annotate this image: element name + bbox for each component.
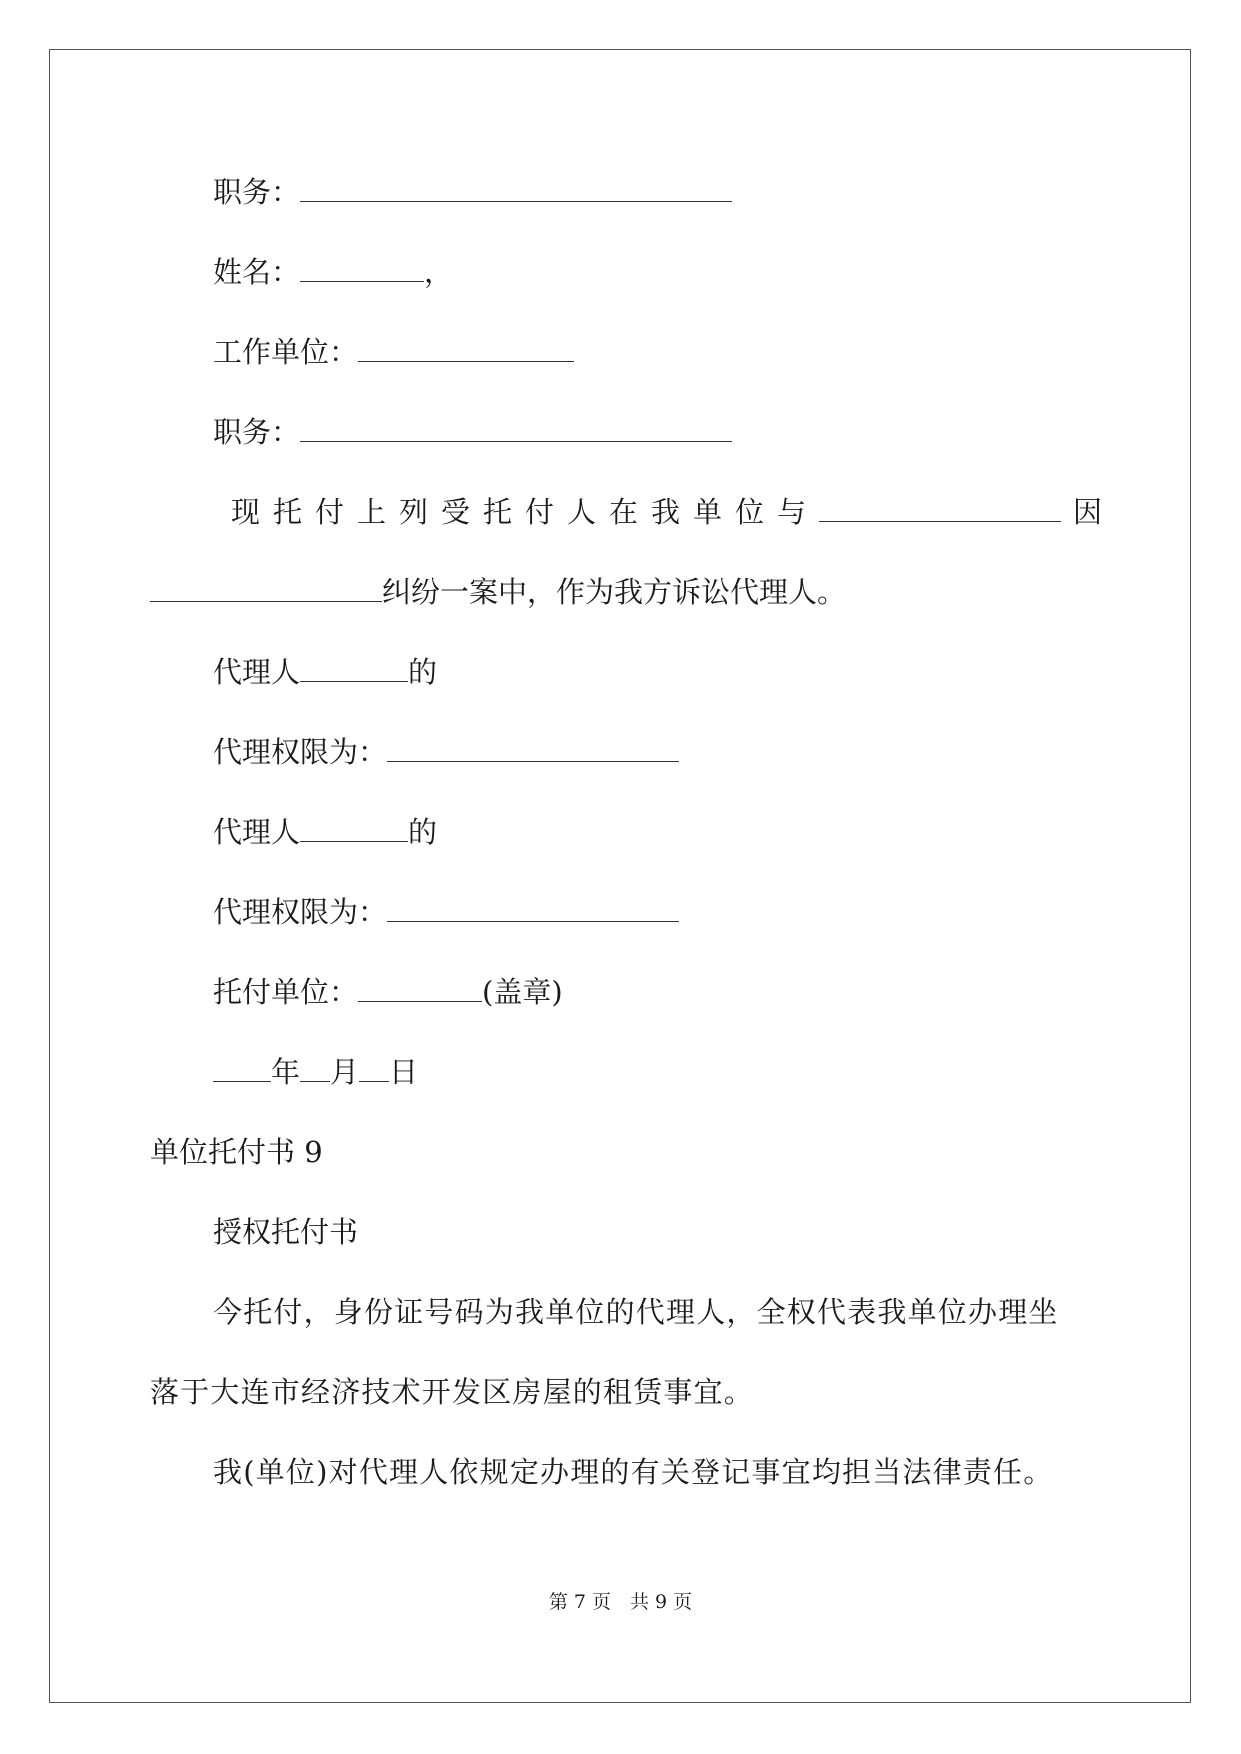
entrusting-unit-line: [213, 972, 563, 1012]
name-field: [213, 252, 453, 292]
year-blank[interactable]: [213, 1053, 271, 1082]
agent-suffix-2: 的: [408, 815, 438, 849]
section-heading: 单位托付书 9: [150, 1135, 323, 1169]
dispute-text: 纠纷一案中，作为我方诉讼代理人。: [382, 575, 847, 609]
entrust-text: 现托付上列受托付人在我单位与: [231, 495, 820, 529]
seal-text: (盖章): [482, 975, 563, 1009]
month-label: 月: [330, 1055, 360, 1089]
position-label-2: 职务：: [213, 415, 301, 449]
workplace-blank[interactable]: [358, 333, 574, 362]
name-blank[interactable]: [300, 253, 424, 282]
position-label: 职务：: [213, 175, 301, 209]
doc-title: 授权托付书: [213, 1215, 359, 1249]
agent-blank-2[interactable]: [300, 813, 408, 842]
entrusting-unit-blank[interactable]: [358, 973, 482, 1002]
authority-line-1: [213, 732, 679, 772]
position-blank[interactable]: [300, 173, 732, 202]
liability-statement: 我(单位)对代理人依规定办理的有关登记事宜均担当法律责任。: [213, 1455, 1054, 1489]
entrust-sentence-line2: [150, 572, 846, 612]
dispute-blank[interactable]: [150, 573, 382, 602]
agent-line-2: [213, 812, 437, 852]
entrusting-unit-label: 托付单位：: [213, 975, 359, 1009]
agent-label-1: 代理人: [213, 655, 301, 689]
authority-label-2: 代理权限为：: [213, 895, 388, 929]
authority-line-2: [213, 892, 679, 932]
authority-blank-1[interactable]: [387, 733, 679, 762]
agent-line-1: [213, 652, 437, 692]
agent-blank-1[interactable]: [300, 653, 408, 682]
comma: ，: [424, 255, 454, 289]
position-blank-2[interactable]: [300, 413, 732, 442]
authority-blank-2[interactable]: [387, 893, 679, 922]
position-field: [213, 172, 732, 212]
workplace-field: [213, 332, 574, 372]
year-label: 年: [271, 1055, 301, 1089]
agent-label-2: 代理人: [213, 815, 301, 849]
day-label: 日: [389, 1055, 419, 1089]
cause-text: 因: [1073, 495, 1103, 529]
body-paragraph-line1: 今托付，身份证号码为我单位的代理人，全权代表我单位办理坐: [213, 1295, 1059, 1329]
name-label: 姓名：: [213, 255, 301, 289]
body-paragraph-line2: 落于大连市经济技术开发区房屋的租赁事宜。: [150, 1375, 755, 1409]
date-line: [213, 1052, 418, 1092]
day-blank[interactable]: [359, 1053, 389, 1082]
page-number: 第 7 页 共 9 页: [548, 1591, 693, 1613]
workplace-label: 工作单位：: [213, 335, 359, 369]
position-field-2: [213, 412, 732, 452]
counterparty-blank[interactable]: [819, 493, 1061, 522]
entrust-sentence-line1: [231, 492, 1102, 532]
month-blank[interactable]: [300, 1053, 330, 1082]
authority-label-1: 代理权限为：: [213, 735, 388, 769]
agent-suffix-1: 的: [408, 655, 438, 689]
